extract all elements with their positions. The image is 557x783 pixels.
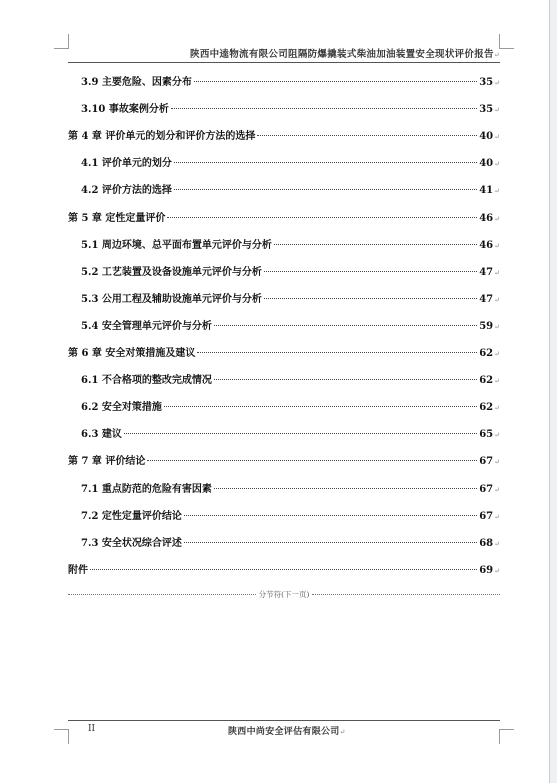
toc-entry-page: 67 bbox=[479, 456, 494, 468]
toc-entry-title: 5.3 公用工程及辅助设施单元评价与分析 bbox=[81, 293, 262, 305]
toc-entry-page: 46 bbox=[479, 239, 494, 251]
paragraph-mark: ↵ bbox=[494, 160, 500, 169]
toc-entry-title: 7.3 安全状况综合评述 bbox=[81, 537, 182, 549]
paragraph-mark: ↵ bbox=[494, 566, 500, 575]
page-header bbox=[68, 46, 500, 63]
toc-dot-leader bbox=[214, 488, 477, 489]
toc-entry-title: 4.1 评价单元的划分 bbox=[81, 158, 172, 170]
toc-dot-leader bbox=[214, 379, 477, 380]
toc-entry[interactable] bbox=[68, 293, 500, 307]
toc-dot-leader bbox=[171, 108, 477, 109]
toc-dot-leader bbox=[274, 244, 477, 245]
toc-dot-leader bbox=[167, 217, 477, 218]
toc-dot-leader bbox=[184, 515, 477, 516]
paragraph-mark: ↵ bbox=[494, 106, 500, 115]
toc-entry-title: 7.2 定性定量评价结论 bbox=[81, 510, 182, 522]
toc-dot-leader bbox=[174, 189, 477, 190]
toc-entry[interactable] bbox=[68, 184, 500, 198]
toc-entry-page: 67 bbox=[479, 510, 494, 522]
toc-entry[interactable] bbox=[68, 239, 500, 253]
toc-entry[interactable] bbox=[68, 212, 500, 226]
section-break-line-left bbox=[68, 594, 256, 595]
paragraph-mark: ↵ bbox=[494, 133, 500, 142]
toc-dot-leader bbox=[264, 271, 477, 272]
header-title: 陕西中逵物流有限公司阻隔防爆撬装式柴油加油装置安全现状评价报告 bbox=[190, 49, 494, 60]
toc-entry-title: 6.3 建议 bbox=[81, 429, 122, 441]
paragraph-mark: ↵ bbox=[494, 79, 500, 87]
toc-dot-leader bbox=[214, 325, 477, 326]
toc-entry-title: 5.4 安全管理单元评价与分析 bbox=[81, 320, 212, 332]
toc-entry-page: 40 bbox=[479, 158, 494, 170]
crop-mark-top-right bbox=[499, 34, 514, 49]
toc-entry[interactable] bbox=[68, 401, 500, 415]
toc-entry-page: 67 bbox=[479, 483, 494, 495]
toc-entry[interactable] bbox=[68, 483, 500, 497]
toc-dot-leader bbox=[147, 460, 477, 461]
section-break-label: 分节符(下一页) bbox=[258, 590, 310, 599]
footer-organization bbox=[228, 724, 346, 737]
toc-entry[interactable] bbox=[68, 347, 500, 361]
paragraph-mark: ↵ bbox=[494, 214, 500, 223]
toc-entry[interactable] bbox=[68, 103, 500, 117]
footer-page-number: II bbox=[88, 724, 96, 734]
toc-entry-title: 4.2 评价方法的选择 bbox=[81, 185, 172, 197]
toc-entry[interactable] bbox=[68, 76, 500, 90]
toc-entry-page: 47 bbox=[479, 293, 494, 305]
toc-entry-page: 62 bbox=[479, 375, 494, 387]
toc-dot-leader bbox=[184, 542, 477, 543]
crop-mark-top-left bbox=[54, 34, 69, 49]
toc-entry-page: 35 bbox=[479, 77, 494, 88]
paragraph-mark: ↵ bbox=[494, 241, 500, 250]
section-break bbox=[68, 589, 500, 600]
toc-entry[interactable] bbox=[68, 157, 500, 171]
toc-entry-title: 第 4 章 评价单元的划分和评价方法的选择 bbox=[68, 131, 256, 143]
toc-dot-leader bbox=[194, 81, 477, 82]
toc-dot-leader bbox=[257, 135, 477, 136]
toc-dot-leader bbox=[164, 406, 477, 407]
toc-entry-page: 68 bbox=[479, 537, 494, 549]
toc-entry-title: 3.9 主要危险、因素分布 bbox=[81, 77, 192, 88]
toc-entry-page: 41 bbox=[479, 185, 494, 197]
toc-entry-page: 46 bbox=[479, 212, 494, 224]
toc-entry-title: 第 6 章 安全对策措施及建议 bbox=[68, 348, 196, 359]
paragraph-mark: ↵ bbox=[493, 51, 500, 59]
toc-entry-page: 69 bbox=[479, 564, 494, 576]
paragraph-mark: ↵ bbox=[494, 350, 500, 358]
toc-entry-title: 5.1 周边环境、总平面布置单元评价与分析 bbox=[81, 239, 272, 251]
toc-entry-title: 6.2 安全对策措施 bbox=[81, 402, 162, 414]
toc-entry-title: 第 5 章 定性定量评价 bbox=[68, 212, 166, 224]
toc-entry-page: 40 bbox=[479, 131, 494, 143]
toc-dot-leader bbox=[264, 298, 477, 299]
paragraph-mark: ↵ bbox=[494, 377, 500, 386]
toc-entry-page: 62 bbox=[479, 348, 494, 359]
toc-entry[interactable] bbox=[68, 537, 500, 551]
toc-entry[interactable] bbox=[68, 266, 500, 280]
paragraph-mark: ↵ bbox=[494, 512, 500, 521]
paragraph-mark: ↵ bbox=[494, 268, 500, 277]
toc-entry-title: 附件 bbox=[68, 564, 88, 576]
toc-entry-title: 5.2 工艺装置及设备设施单元评价与分析 bbox=[81, 266, 262, 278]
toc-entry-page: 35 bbox=[479, 104, 494, 116]
paragraph-mark: ↵ bbox=[494, 431, 500, 440]
toc-entry[interactable] bbox=[68, 374, 500, 388]
toc-entry-page: 65 bbox=[479, 429, 494, 441]
toc-entry-page: 62 bbox=[479, 402, 494, 414]
toc-entry-title: 6.1 不合格项的整改完成情况 bbox=[81, 375, 212, 387]
paragraph-mark: ↵ bbox=[494, 187, 500, 196]
toc-dot-leader bbox=[174, 162, 477, 163]
paragraph-mark: ↵ bbox=[494, 295, 500, 304]
toc-entry[interactable] bbox=[68, 130, 500, 144]
toc-entry-title: 3.10 事故案例分析 bbox=[81, 104, 169, 116]
page-footer bbox=[68, 720, 500, 737]
toc-entry[interactable] bbox=[68, 455, 500, 469]
footer-organization-name: 陕西中尚安全评估有限公司 bbox=[228, 727, 340, 737]
toc-entry-title: 7.1 重点防范的危险有害因素 bbox=[81, 483, 212, 495]
toc-entry[interactable] bbox=[68, 564, 500, 578]
paragraph-mark: ↵ bbox=[494, 322, 500, 331]
paragraph-mark: ↵ bbox=[494, 539, 500, 548]
crop-mark-bottom-right bbox=[499, 729, 514, 744]
toc-entry-page: 59 bbox=[479, 320, 494, 332]
crop-mark-bottom-left bbox=[54, 729, 69, 744]
paragraph-mark: ↵ bbox=[494, 404, 500, 413]
paragraph-mark: ↵ bbox=[494, 458, 500, 467]
paragraph-mark: ↵ bbox=[494, 485, 500, 494]
toc-entry-page: 47 bbox=[479, 266, 494, 278]
section-break-line-right bbox=[312, 594, 500, 595]
toc-entry[interactable] bbox=[68, 510, 500, 524]
toc-entry[interactable] bbox=[68, 320, 500, 334]
toc-entry[interactable] bbox=[68, 428, 500, 442]
paragraph-mark: ↵ bbox=[339, 728, 346, 736]
toc-dot-leader bbox=[90, 569, 477, 570]
toc-dot-leader bbox=[197, 352, 477, 353]
toc-dot-leader bbox=[124, 433, 477, 434]
toc-entry-title: 第 7 章 评价结论 bbox=[68, 456, 146, 468]
